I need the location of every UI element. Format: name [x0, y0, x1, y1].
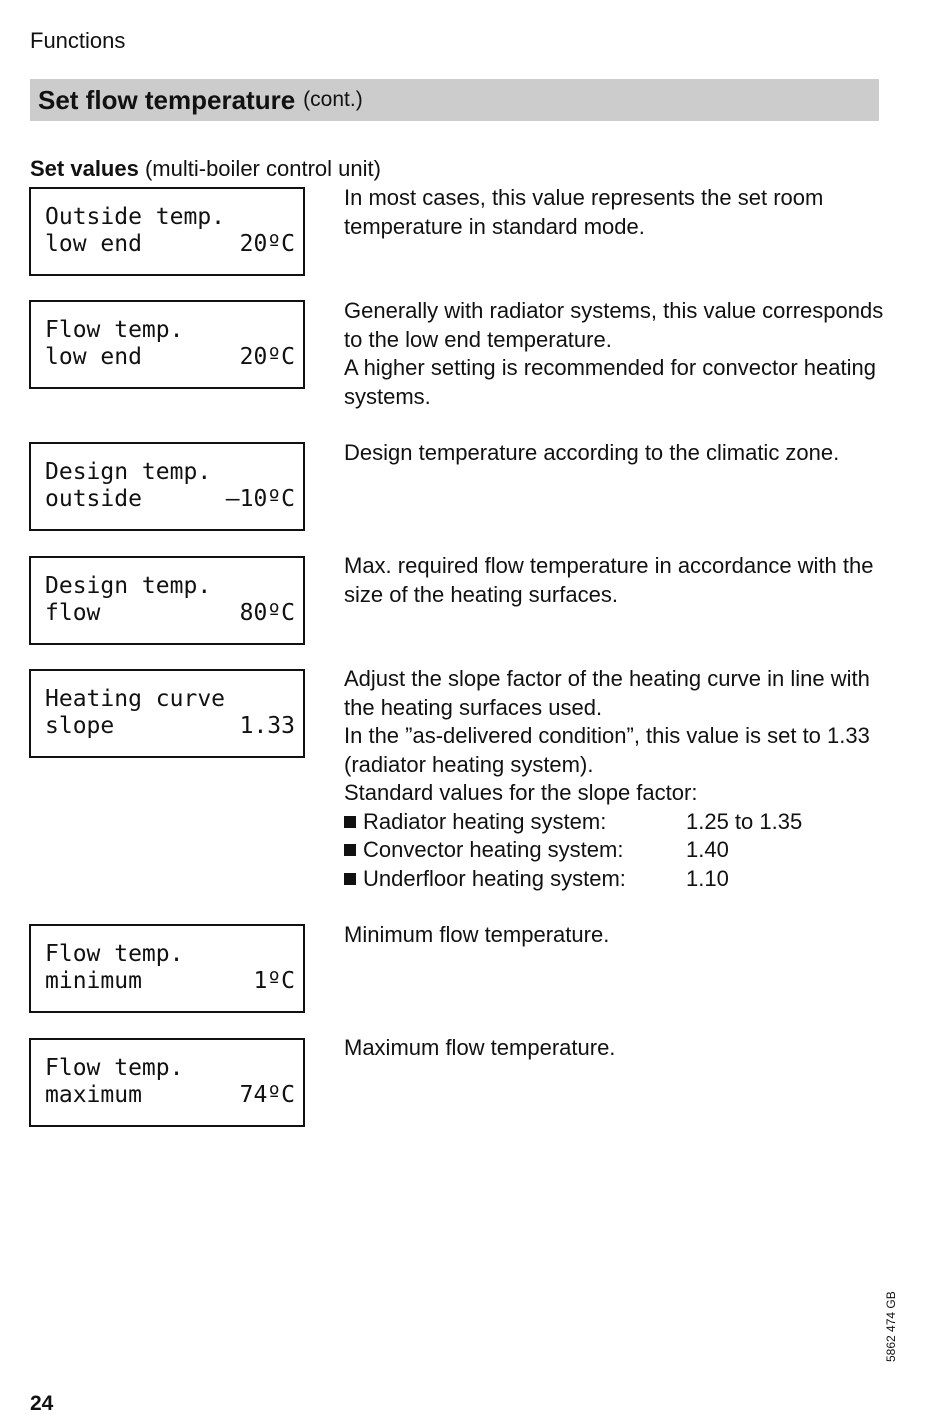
- document-number: 5862 474 GB: [884, 1291, 898, 1362]
- lcd-line1: Heating curve: [45, 686, 226, 712]
- subheading: [30, 156, 381, 182]
- description-heating-curve-slope: [344, 665, 904, 893]
- lcd-line2: low end: [45, 231, 142, 257]
- lcd-line1: Flow temp.: [45, 941, 184, 967]
- lcd-display-design-temp-flow: [29, 556, 305, 645]
- description-text: Minimum flow temperature.: [344, 922, 610, 947]
- lcd-line1: Outside temp.: [45, 204, 226, 230]
- description-text: A higher setting is recommended for convector heating systems.: [344, 355, 876, 409]
- lcd-display-flow-temp-minimum: [29, 924, 305, 1013]
- list-item: [344, 865, 904, 894]
- bullet-value: 1.10: [686, 865, 729, 891]
- description-text: Design temperature according to the climatic zone.: [344, 440, 840, 465]
- slope-factor-list: [344, 808, 904, 894]
- description-flow-temp-minimum: [344, 921, 904, 950]
- description-text: Maximum flow temperature.: [344, 1035, 616, 1060]
- page-title: Set flow temperature: [38, 84, 296, 115]
- lcd-value: 20ºC: [239, 344, 295, 370]
- description-design-temp-outside: [344, 439, 904, 468]
- description-text: Adjust the slope factor of the heating curve in line with the heating surfaces used.: [344, 666, 870, 720]
- lcd-value: 1.33: [239, 713, 295, 739]
- lcd-display-flow-temp-maximum: [29, 1038, 305, 1127]
- description-text: Max. required flow temperature in accordance with the size of the heating surfaces.: [344, 553, 874, 607]
- page-number: 24: [30, 1392, 54, 1415]
- lcd-display-flow-temp-low-end: [29, 300, 305, 389]
- list-item: [344, 836, 904, 865]
- lcd-value: 80ºC: [239, 600, 295, 626]
- lcd-value: 1ºC: [253, 968, 295, 994]
- lcd-line1: Design temp.: [45, 573, 212, 599]
- bullet-label: Underfloor heating system:: [363, 865, 626, 891]
- description-design-temp-flow: [344, 552, 904, 609]
- square-bullet-icon: [344, 844, 356, 856]
- description-text: In most cases, this value represents the set room temperature in standard mode.: [344, 185, 824, 239]
- description-text: In the ”as-delivered condition”, this value is set to 1.33 (radiator heating system).: [344, 723, 870, 777]
- lcd-line2: flow: [45, 600, 101, 626]
- lcd-line1: Flow temp.: [45, 1055, 184, 1081]
- description-flow-temp-maximum: [344, 1034, 904, 1063]
- list-item: [344, 808, 904, 837]
- bullet-value: 1.40: [686, 837, 729, 862]
- lcd-line1: Design temp.: [45, 459, 212, 485]
- lcd-line2: low end: [45, 344, 142, 370]
- lcd-value: –10ºC: [225, 486, 295, 512]
- square-bullet-icon: [344, 816, 356, 828]
- lcd-value: 20ºC: [239, 231, 295, 257]
- title-bar: [30, 79, 879, 121]
- lcd-line2: outside: [45, 486, 142, 512]
- square-bullet-icon: [344, 873, 356, 885]
- bullet-value: 1.25 to 1.35: [686, 808, 803, 834]
- lcd-display-design-temp-outside: [29, 442, 305, 531]
- description-text: Standard values for the slope factor:: [344, 780, 698, 805]
- bullet-label: Radiator heating system:: [363, 808, 607, 834]
- description-flow-temp-low-end: [344, 297, 904, 411]
- lcd-line2: maximum: [45, 1082, 142, 1108]
- bullet-label: Convector heating system:: [363, 837, 624, 862]
- description-outside-temp-low-end: [344, 184, 904, 241]
- lcd-line1: Flow temp.: [45, 317, 184, 343]
- lcd-value: 74ºC: [239, 1082, 295, 1108]
- subheading-bold: Set values: [30, 156, 139, 181]
- section-label: Functions: [30, 28, 126, 53]
- lcd-display-outside-temp-low-end: [29, 187, 305, 276]
- description-text: Generally with radiator systems, this value corresponds to the low end temperature.: [344, 298, 884, 352]
- subheading-rest: (multi-boiler control unit): [144, 156, 381, 181]
- lcd-line2: slope: [45, 713, 115, 739]
- lcd-display-heating-curve-slope: [29, 669, 305, 758]
- lcd-line2: minimum: [45, 968, 142, 994]
- title-suffix: (cont.): [303, 88, 363, 111]
